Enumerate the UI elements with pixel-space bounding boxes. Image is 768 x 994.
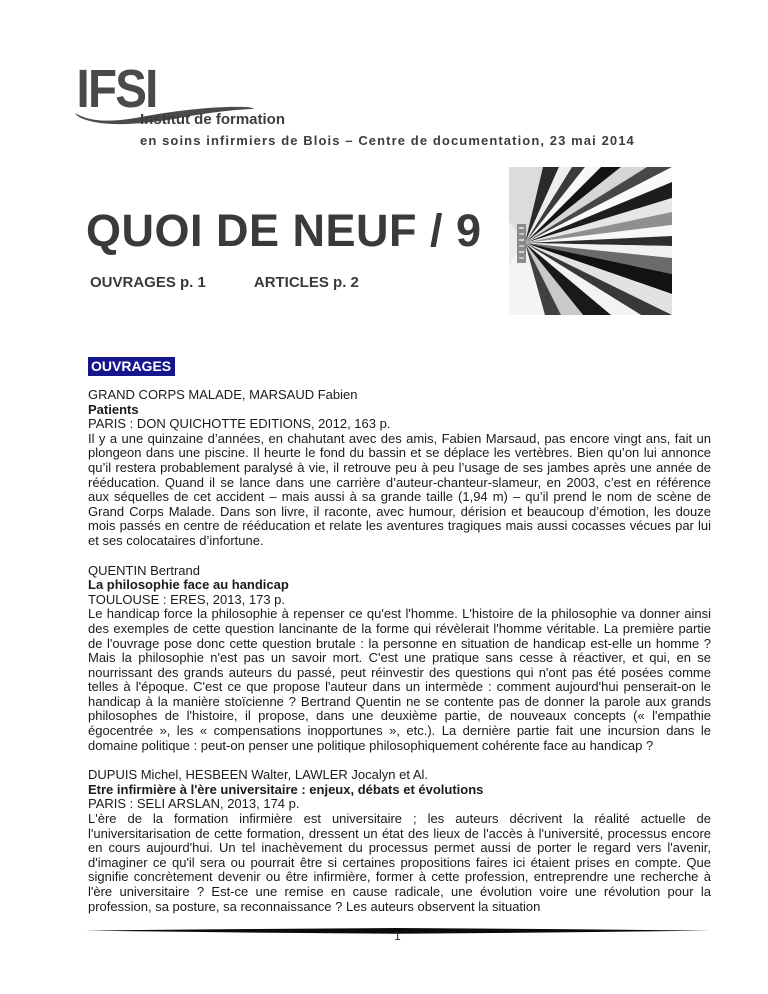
toc-item-articles: ARTICLES p. 2	[253, 274, 359, 291]
entry-authors: QUENTIN Bertrand	[88, 562, 200, 578]
section-header-ouvrages: OUVRAGES	[88, 357, 175, 376]
entry-description: Le handicap force la philosophie à repenser ce qu'est l'homme. L'histoire de la philosophie va donner ainsi des exemples de cette question lancinante de la forme qui révèlerait l'homme véritable. La première partie de l'ouvrage pose donc cette question brutale : la personne en situation de handicap est-elle un homme ? Mais la philosophie n'est pas un savoir mort. C'est une pratique sans cesse à réactiver, et qui, en se nourrissant des grands auteurs du passé, peut réinvestir des questions qui n'ont pas été posées comme telles à l'époque. C'est ce que propose l'auteur dans un intermède : comment aujourd'hui penserait-on le handicap à la manière stoïcienne ? Bertrand Quentin ne se contente pas de donner la parole aux grands philosophes de l'histoire, il propose, dans une deuxième partie, de nouveaux concepts (« l'empathie égocentrée », les « compensations inopportunes », etc.). La dernière partie fait une incursion dans le domaine politique : peut-on penser une politique philosophiquement cohérente face au handicap ?	[88, 606, 711, 753]
entry-publication: TOULOUSE : ERES, 2013, 173 p.	[88, 591, 286, 607]
entry-authors: DUPUIS Michel, HESBEEN Walter, LAWLER Jocalyn et Al.	[88, 767, 429, 783]
entry-title: Patients	[88, 401, 139, 417]
org-block	[140, 111, 635, 148]
entry-authors: GRAND CORPS MALADE, MARSAUD Fabien	[88, 387, 358, 402]
entry-description: L'ère de la formation infirmière est universitaire ; les auteurs décrivent la réalité actuelle de l'universitarisation de cette formation, dressent un état des lieux de l'accès à l'université, processus encore en cours aujourd'hui. Un tel inachèvement du processus permet aussi de porter le regard vers l'avenir, d'imaginer ce qu'il sera ou pourrait être si certaines propositions faires ici étaient prises en compte. Que signifie concrètement devenir ou être infirmière, former à cette profession, entreprendre une recherche à l'ère universitaire ? Est-ce une remise en cause radicale, une évolution voire une révolution pour la profession, sa posture, sa reconnaissance ? Les auteurs observent la situation	[88, 811, 711, 914]
page-number: 1	[394, 931, 401, 943]
entry-publication: PARIS : DON QUICHOTTE EDITIONS, 2012, 163 p.	[88, 416, 391, 432]
table-of-contents	[90, 274, 359, 291]
org-name-line1: Institut de formation	[140, 111, 285, 128]
book-entry	[88, 564, 711, 754]
footer-divider	[85, 923, 710, 931]
page-title: QUOI DE NEUF / 9	[86, 205, 482, 256]
org-name-line2: en soins infirmiers de Blois – Centre de documentation, 23 mai 2014	[140, 133, 635, 148]
entries-list	[88, 388, 711, 929]
book-fan-image	[509, 167, 672, 315]
entry-description: Il y a une quinzaine d’années, en chahutant avec des amis, Fabien Marsaud, pas encore vingt ans, fait un plongeon dans une piscine. Il heurte le fond du bassin et se déplace les vertèbres. Bien qu’on lui annonce qu’il restera probablement paralysé à vie, il retrouve peu à peu l’usage de ses jambes après une année de rééducation. Quand il se lance dans une carrière d’auteur-chanteur-slameur, en 2003, c’est en référence aux séquelles de cet accident – mais aussi à sa grande taille (1,94 m) – qu’il prend le nom de scène de Grand Corps Malade. Dans son livre, il raconte, avec humour, dérision et beaucoup d’émotion, les douze mois passés en centre de rééducation et relate les aventures tragiques mais aussi cocasses vécues par lui et ses colocataires d’infortune.	[88, 430, 711, 548]
book-entry	[88, 388, 711, 549]
entry-title: Etre infirmière à l'ère universitaire : enjeux, débats et évolutions	[88, 781, 484, 797]
book-entry	[88, 768, 711, 914]
ifsi-logo-text: IFSI	[76, 60, 157, 119]
entry-title: La philosophie face au handicap	[88, 577, 289, 593]
toc-item-ouvrages: OUVRAGES p. 1	[90, 274, 206, 291]
entry-publication: PARIS : SELI ARSLAN, 2013, 174 p.	[88, 796, 300, 812]
